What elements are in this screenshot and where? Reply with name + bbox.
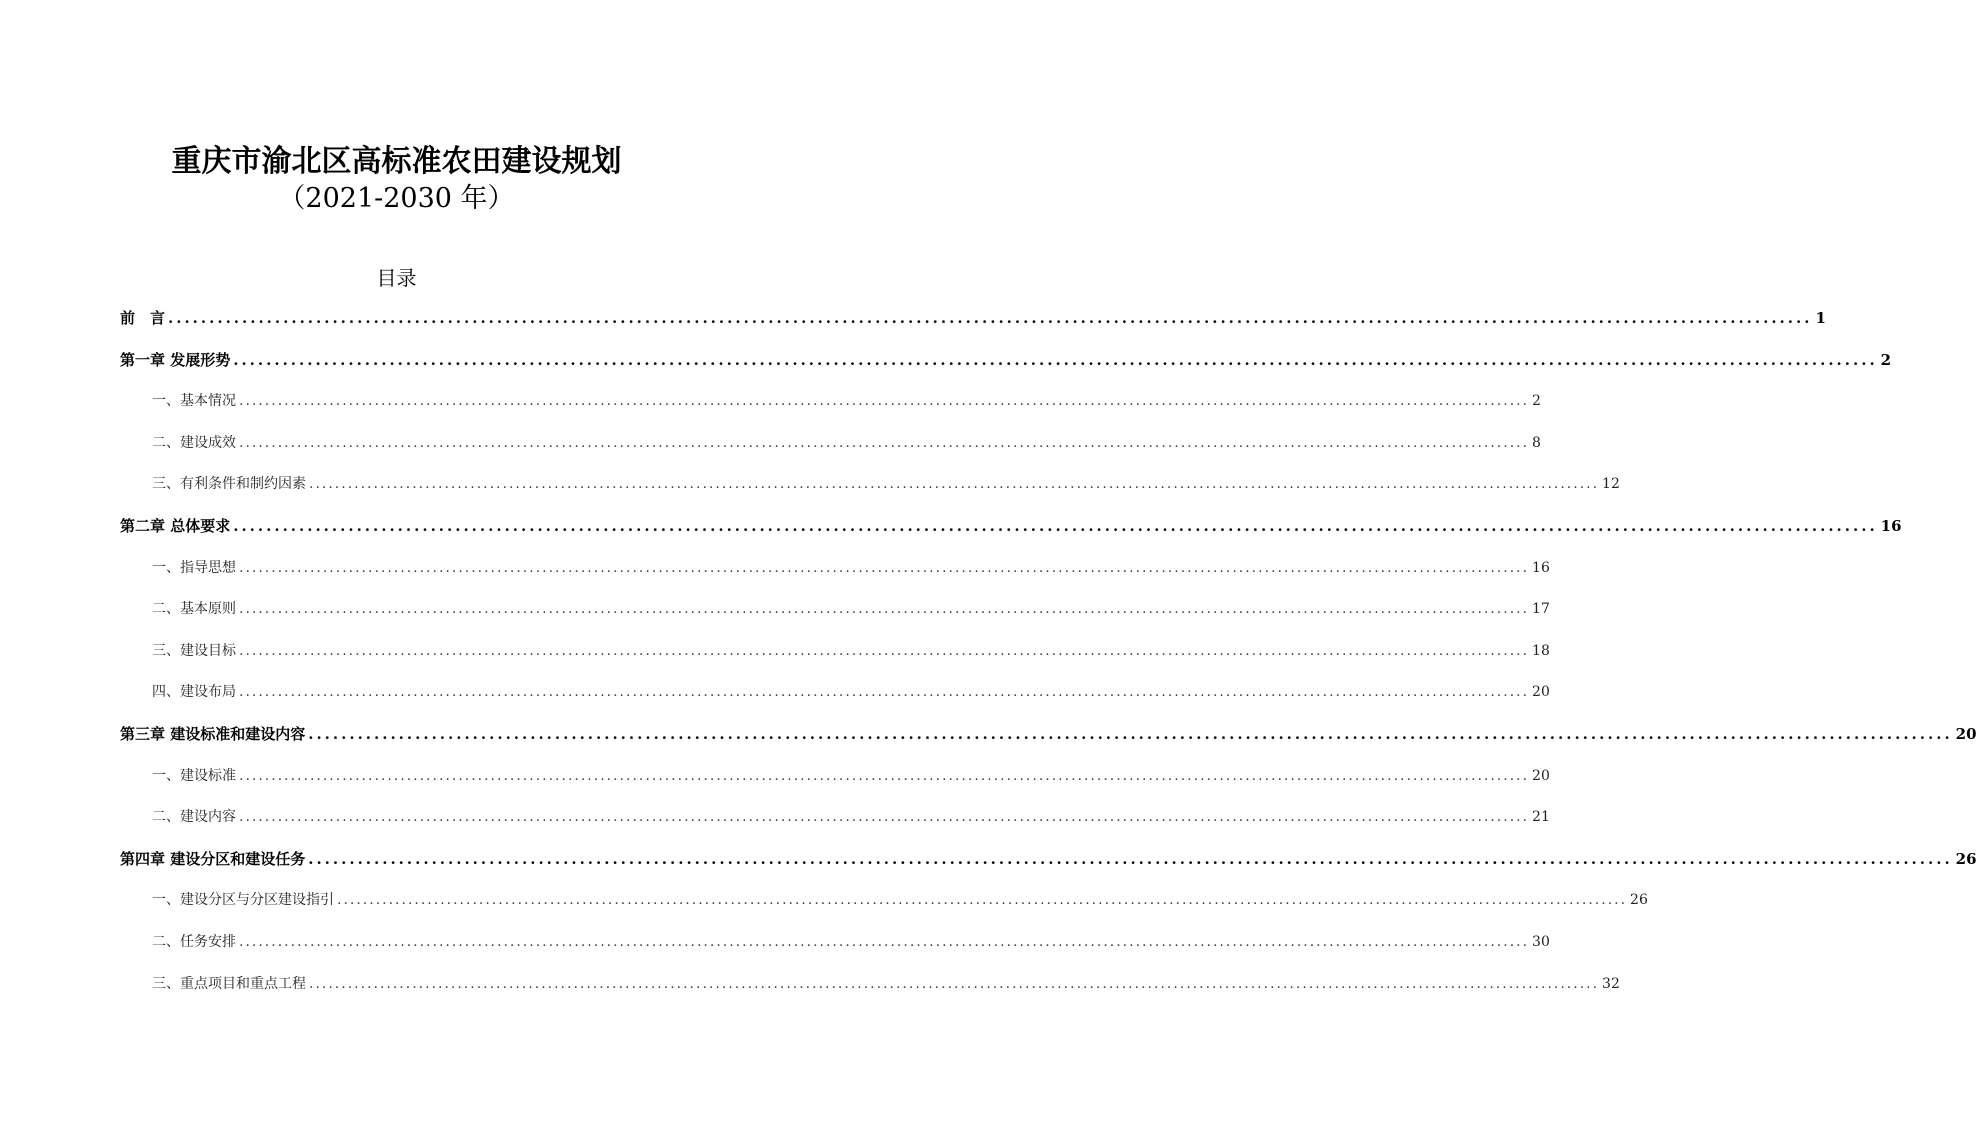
toc-entry[interactable] (120, 931, 1550, 953)
toc-dot-leader: ........................................................................................................................................................................................................ (309, 976, 1600, 992)
toc-entry-page: 2 (1532, 393, 1541, 409)
toc-dot-leader: ........................................................................................................................................................................................................ (239, 934, 1530, 950)
toc-entry[interactable] (120, 390, 1541, 412)
toc-entry-label: 第一章 发展形势 (120, 351, 231, 369)
toc-dot-leader: ........................................................................................................................................................................................................ (168, 309, 1813, 327)
toc-entry-page: 16 (1532, 560, 1550, 576)
toc-entry-page: 20 (1532, 768, 1550, 784)
toc-dot-leader: ........................................................................................................................................................................................................ (239, 393, 1530, 409)
toc-entry[interactable] (120, 723, 1977, 745)
toc-entry[interactable] (120, 681, 1550, 703)
toc-entry-page: 18 (1532, 643, 1550, 659)
toc-dot-leader: ........................................................................................................................................................................................................ (337, 892, 1628, 908)
toc-entry-page: 32 (1602, 976, 1620, 992)
toc-dot-leader: ........................................................................................................................................................................................................ (309, 476, 1600, 492)
toc-heading: 目录 (376, 266, 417, 290)
toc-dot-leader: ........................................................................................................................................................................................................ (239, 768, 1530, 784)
toc-entry-label: 二、建设内容 (152, 809, 236, 825)
toc-entry-label: 第二章 总体要求 (120, 517, 231, 535)
toc-entry-page: 2 (1880, 351, 1892, 369)
toc-entry-label: 三、重点项目和重点工程 (152, 976, 306, 992)
toc-entry-label: 第三章 建设标准和建设内容 (120, 725, 306, 743)
toc-entry[interactable] (120, 765, 1550, 787)
toc-entry-label: 二、建设成效 (152, 435, 236, 451)
toc-dot-leader: ........................................................................................................................................................................................................ (233, 351, 1878, 369)
document-subtitle: （2021-2030 年） (278, 183, 515, 214)
toc-entry[interactable] (120, 598, 1550, 620)
toc-entry[interactable] (120, 307, 1826, 329)
toc-entry[interactable] (120, 848, 1977, 870)
toc-dot-leader: ........................................................................................................................................................................................................ (239, 435, 1530, 451)
toc-entry-page: 20 (1532, 684, 1550, 700)
toc-dot-leader: ........................................................................................................................................................................................................ (308, 725, 1953, 743)
toc-entry-label: 三、建设目标 (152, 643, 236, 659)
toc-entry-page: 12 (1602, 476, 1620, 492)
toc-entry[interactable] (120, 557, 1550, 579)
toc-dot-leader: ........................................................................................................................................................................................................ (239, 809, 1530, 825)
toc-entry[interactable] (120, 640, 1550, 662)
toc-dot-leader: ........................................................................................................................................................................................................ (239, 684, 1530, 700)
document-title: 重庆市渝北区高标准农田建设规划 (171, 144, 622, 179)
toc-entry-label: 三、有利条件和制约因素 (152, 476, 306, 492)
toc-entry-label: 一、基本情况 (152, 393, 236, 409)
toc-entry-label: 二、任务安排 (152, 934, 236, 950)
toc-entry-page: 30 (1532, 934, 1550, 950)
toc-entry-label: 一、指导思想 (152, 560, 236, 576)
toc-entry[interactable] (120, 973, 1620, 995)
toc-entry-label: 二、基本原则 (152, 601, 236, 617)
toc-entry[interactable] (120, 432, 1541, 454)
toc-dot-leader: ........................................................................................................................................................................................................ (239, 601, 1530, 617)
toc-entry[interactable] (120, 806, 1550, 828)
toc-dot-leader: ........................................................................................................................................................................................................ (239, 560, 1530, 576)
toc-dot-leader: ........................................................................................................................................................................................................ (308, 850, 1953, 868)
toc-entry-label: 一、建设标准 (152, 768, 236, 784)
toc-entry[interactable] (120, 473, 1620, 495)
toc-entry-page: 26 (1955, 850, 1977, 868)
toc-entry-page: 17 (1532, 601, 1550, 617)
toc-entry[interactable] (120, 515, 1902, 537)
toc-entry-label: 前 言 (120, 309, 166, 327)
toc-entry-page: 20 (1955, 725, 1977, 743)
toc-entry-page: 1 (1815, 309, 1826, 327)
toc-entry-label: 第四章 建设分区和建设任务 (120, 850, 306, 868)
toc-entry-label: 四、建设布局 (152, 684, 236, 700)
toc-entry-page: 16 (1880, 517, 1902, 535)
toc-dot-leader: ........................................................................................................................................................................................................ (239, 643, 1530, 659)
toc-entry-label: 一、建设分区与分区建设指引 (152, 892, 334, 908)
toc-entry-page: 26 (1630, 892, 1648, 908)
toc-dot-leader: ........................................................................................................................................................................................................ (233, 517, 1878, 535)
toc-entry-page: 8 (1532, 435, 1541, 451)
toc-entry[interactable] (120, 349, 1892, 371)
toc-entry[interactable] (120, 889, 1648, 911)
toc-entry-page: 21 (1532, 809, 1550, 825)
